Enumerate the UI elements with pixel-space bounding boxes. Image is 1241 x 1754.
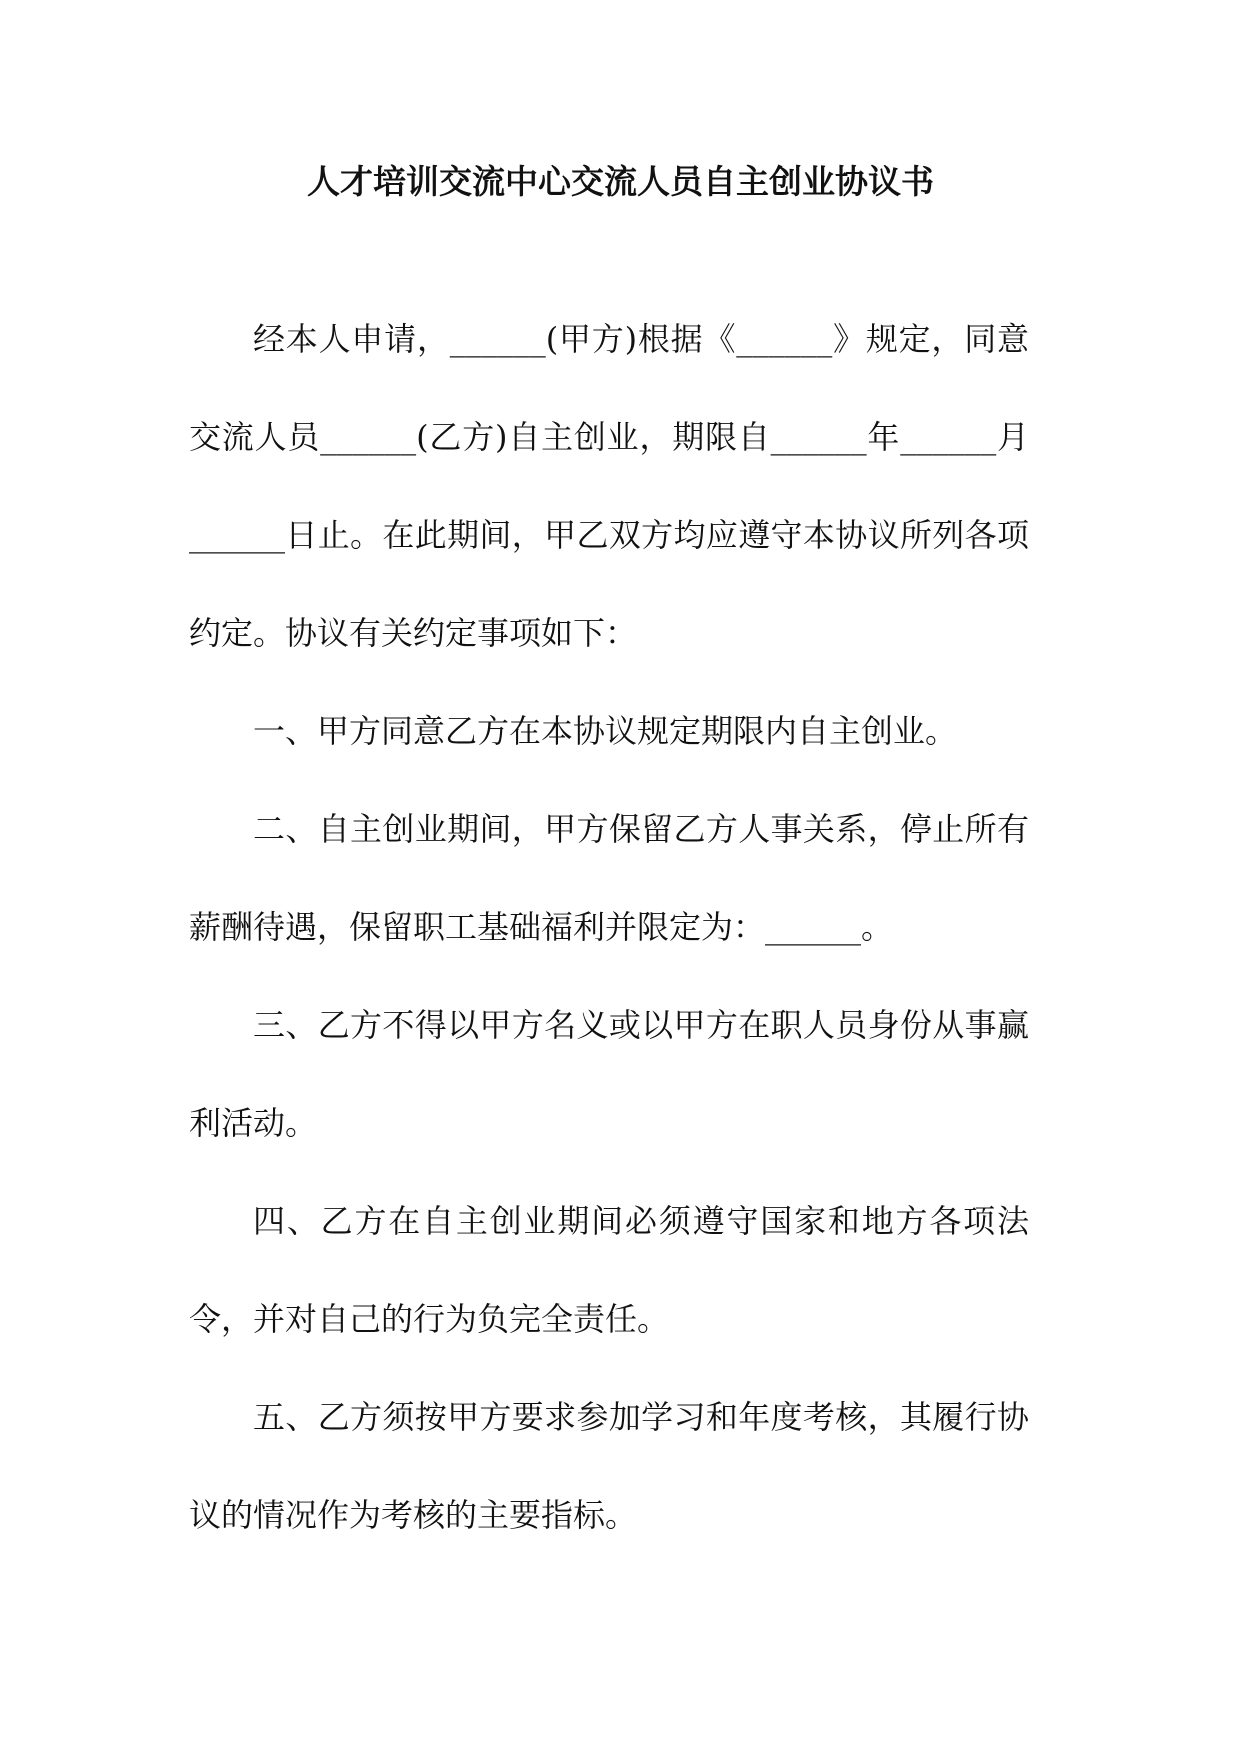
paragraph-clause-2: 二、自主创业期间，甲方保留乙方人事关系，停止所有薪酬待遇，保留职工基础福利并限定为：______。 xyxy=(189,810,1029,946)
paragraph-clause-4: 四、乙方在自主创业期间必须遵守国家和地方各项法令，并对自己的行为负完全责任。 xyxy=(189,1202,1029,1338)
paragraph-clause-1: 一、甲方同意乙方在本协议规定期限内自主创业。 xyxy=(253,712,958,750)
paragraph-clause-5: 五、乙方须按甲方要求参加学习和年度考核，其履行协议的情况作为考核的主要指标。 xyxy=(189,1398,1029,1534)
document-body xyxy=(189,290,1029,1564)
paragraph-intro: 经本人申请，______(甲方)根据《______》规定，同意交流人员______(乙方)自主创业，期限自______年______月______日止。在此期间，甲乙双方均应遵守本协议所列各项约定。协议有关约定事项如下： xyxy=(189,320,1029,652)
document-title: 人才培训交流中心交流人员自主创业协议书 xyxy=(307,162,934,201)
paragraph-clause-3: 三、乙方不得以甲方名义或以甲方在职人员身份从事赢利活动。 xyxy=(189,1006,1029,1142)
